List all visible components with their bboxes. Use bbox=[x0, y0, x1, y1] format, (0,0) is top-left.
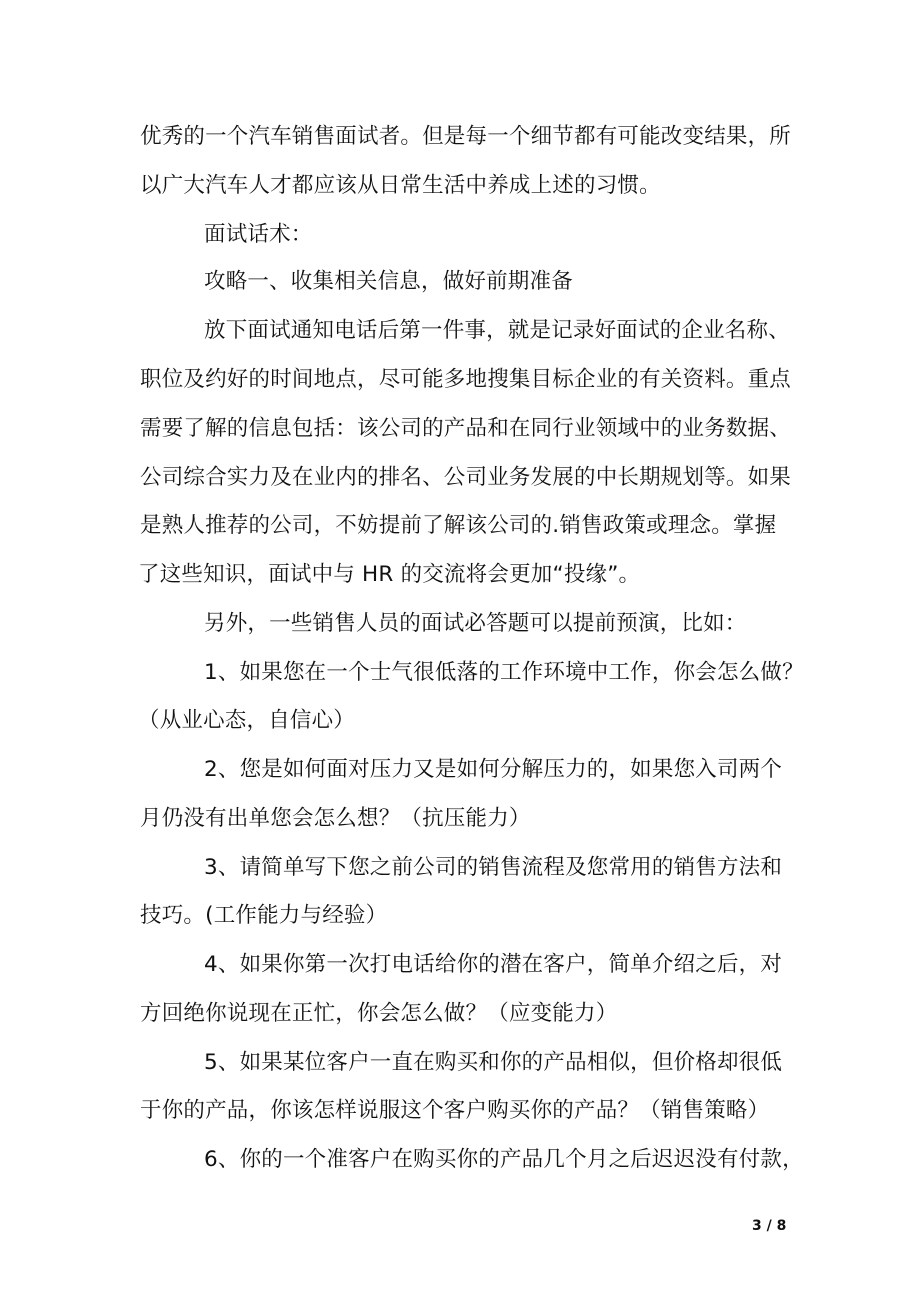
paragraph-line: 优秀的一个汽车销售面试者。但是每一个细节都有可能改变结果，所 bbox=[140, 124, 792, 149]
question-line: （从业心态，自信心） bbox=[138, 708, 356, 733]
question-line: 技巧。(工作能力与经验） bbox=[140, 903, 388, 928]
paragraph-line: 是熟人推荐的公司，不妨提前了解该公司的.销售政策或理念。掌握 bbox=[140, 513, 777, 538]
page-number: 3 / 8 bbox=[752, 1218, 787, 1234]
question-line: 6、你的一个准客户在购买你的产品几个月之后迟迟没有付款， bbox=[204, 1147, 804, 1172]
question-line: 3、请简单写下您之前公司的销售流程及您常用的销售方法和 bbox=[204, 855, 783, 880]
paragraph-line: 公司综合实力及在业内的排名、公司业务发展的中长期规划等。如果 bbox=[140, 465, 792, 490]
paragraph-line: 放下面试通知电话后第一件事，就是记录好面试的企业名称、 bbox=[204, 318, 790, 343]
paragraph-line: 以广大汽车人才都应该从日常生活中养成上述的习惯。 bbox=[140, 173, 661, 198]
question-line: 方回绝你说现在正忙，你会怎么做？（应变能力） bbox=[140, 1001, 618, 1026]
question-line: 5、如果某位客户一直在购买和你的产品相似，但价格却很低 bbox=[204, 1050, 783, 1075]
question-line: 1、如果您在一个士气很低落的工作环境中工作，你会怎么做？ bbox=[204, 660, 804, 685]
section-heading: 面试话术： bbox=[204, 222, 313, 247]
question-line: 月仍没有出单您会怎么想？（抗压能力） bbox=[140, 806, 531, 831]
paragraph-line: 需要了解的信息包括：该公司的产品和在同行业领域中的业务数据、 bbox=[140, 416, 792, 441]
question-line: 2、您是如何面对压力又是如何分解压力的，如果您入司两个 bbox=[204, 757, 783, 782]
paragraph-line: 另外，一些销售人员的面试必答题可以提前预演，比如： bbox=[204, 611, 747, 636]
paragraph-line: 了这些知识，面试中与 HR 的交流将会更加“投缘”。 bbox=[138, 562, 641, 587]
question-line: 4、如果你第一次打电话给你的潜在客户，简单介绍之后，对 bbox=[204, 952, 783, 977]
question-line: 于你的产品，你该怎样说服这个客户购买你的产品？（销售策略） bbox=[140, 1098, 770, 1123]
paragraph-line: 职位及约好的时间地点，尽可能多地搜集目标企业的有关资料。重点 bbox=[140, 367, 792, 392]
strategy-heading: 攻略一、收集相关信息，做好前期准备 bbox=[204, 269, 573, 294]
